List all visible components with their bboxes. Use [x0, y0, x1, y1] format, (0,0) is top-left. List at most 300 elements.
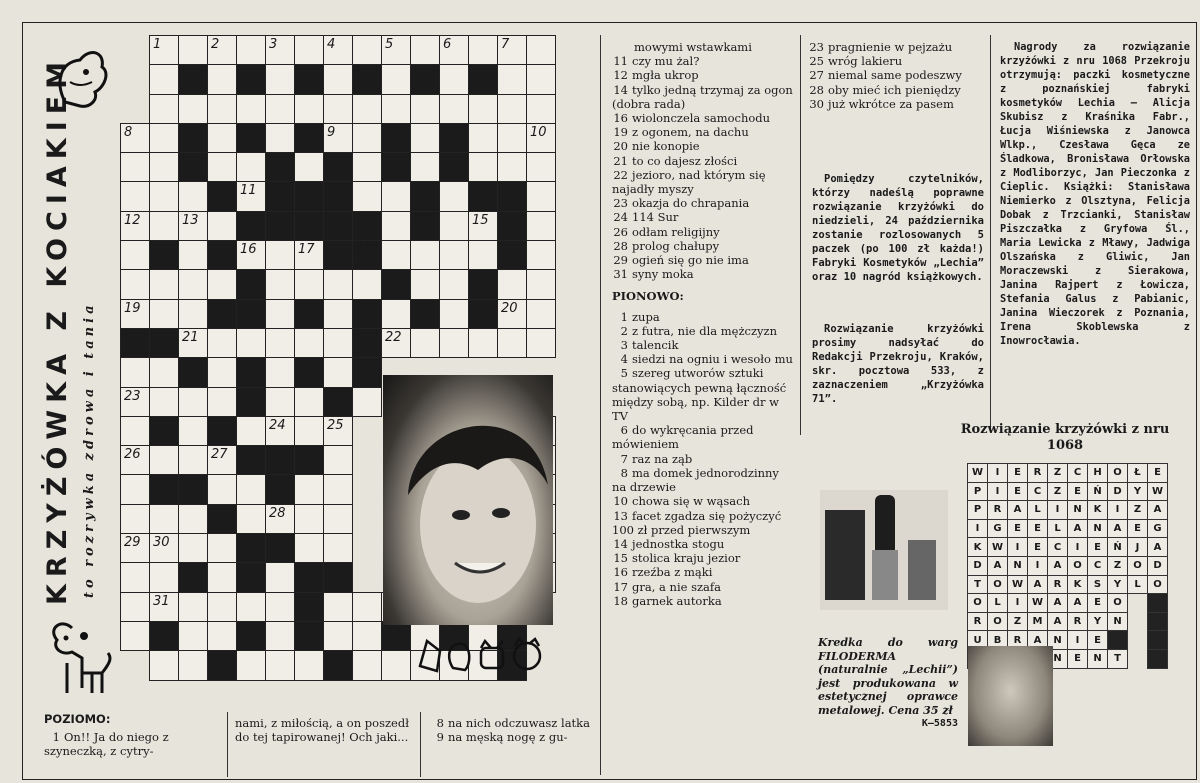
- grid-cell[interactable]: [150, 182, 179, 211]
- grid-cell[interactable]: [237, 153, 266, 182]
- clue-number: 5: [385, 37, 394, 52]
- clue-item: 24 114 Sur: [613, 210, 679, 225]
- solution-cell: Z: [1048, 464, 1068, 483]
- solution-cell: C: [1028, 482, 1048, 501]
- grid-cell[interactable]: [121, 621, 150, 650]
- grid-cell[interactable]: [498, 65, 527, 94]
- grid-cell[interactable]: [469, 153, 498, 182]
- clue-item: 13 facet zgadza się pożyczyć 100 zł przed pierwszym: [612, 508, 782, 537]
- solution-cell: E: [1008, 482, 1028, 501]
- solution-cell: Ń: [1108, 538, 1128, 557]
- grid-cell[interactable]: [498, 153, 527, 182]
- solution-cell: A: [1028, 631, 1048, 650]
- grid-cell[interactable]: [527, 270, 556, 299]
- grid-cell[interactable]: [121, 446, 150, 475]
- grid-cell[interactable]: [411, 123, 440, 152]
- grid-cell[interactable]: [295, 94, 324, 123]
- grid-cell[interactable]: [527, 299, 556, 328]
- clue-item: 5 szereg utworów sztuki stanowiących pewną łączność między sobą, np. Kilder dr w TV: [612, 366, 787, 424]
- solution-cell: I: [988, 464, 1008, 483]
- solution-cell: W: [988, 538, 1008, 557]
- grid-cell[interactable]: [121, 241, 150, 270]
- grid-cell[interactable]: [353, 182, 382, 211]
- grid-cell[interactable]: [179, 416, 208, 445]
- grid-cell[interactable]: [237, 182, 266, 211]
- grid-cell[interactable]: [382, 65, 411, 94]
- grid-cell[interactable]: [208, 211, 237, 240]
- grid-empty: [353, 416, 382, 445]
- solution-cell: O: [1068, 556, 1088, 575]
- grid-cell[interactable]: [150, 123, 179, 152]
- grid-cell[interactable]: [324, 475, 353, 504]
- grid-cell[interactable]: [411, 241, 440, 270]
- solution-cell: A: [1048, 556, 1068, 575]
- poziomo-start: [44, 712, 220, 759]
- solution-cell: E: [1088, 538, 1108, 557]
- grid-cell[interactable]: [440, 182, 469, 211]
- grid-cell[interactable]: [150, 446, 179, 475]
- grid-cell[interactable]: [179, 651, 208, 680]
- grid-cell[interactable]: [179, 36, 208, 65]
- solution-cell: O: [988, 612, 1008, 631]
- grid-cell[interactable]: [469, 328, 498, 357]
- grid-black-cell: [469, 182, 498, 211]
- grid-black-cell: [266, 534, 295, 563]
- solution-cell: E: [1068, 482, 1088, 501]
- grid-cell[interactable]: [150, 94, 179, 123]
- grid-cell[interactable]: [179, 621, 208, 650]
- solution-cell: Y: [1108, 575, 1128, 594]
- grid-cell[interactable]: [266, 94, 295, 123]
- grid-black-cell: [208, 504, 237, 533]
- grid-cell[interactable]: [179, 270, 208, 299]
- grid-cell[interactable]: [237, 328, 266, 357]
- grid-cell[interactable]: [527, 94, 556, 123]
- column-divider: [420, 712, 421, 777]
- grid-cell[interactable]: [411, 36, 440, 65]
- grid-cell[interactable]: [295, 534, 324, 563]
- grid-cell[interactable]: [179, 328, 208, 357]
- solution-cell: R: [1068, 612, 1088, 631]
- solution-cell: E: [1008, 464, 1028, 483]
- grid-cell[interactable]: [295, 504, 324, 533]
- grid-cell[interactable]: [208, 328, 237, 357]
- grid-cell[interactable]: [150, 358, 179, 387]
- solution-cell: N: [1108, 612, 1128, 631]
- grid-cell[interactable]: [527, 123, 556, 152]
- grid-black-cell: [382, 270, 411, 299]
- grid-cell[interactable]: [324, 592, 353, 621]
- clue-item: 9 na męską nogę z gu-: [436, 730, 568, 745]
- grid-cell[interactable]: [121, 211, 150, 240]
- grid-cell[interactable]: [150, 534, 179, 563]
- grid-black-cell: [411, 182, 440, 211]
- grid-black-cell: [237, 534, 266, 563]
- grid-cell[interactable]: [150, 211, 179, 240]
- solution-cell: T: [968, 575, 988, 594]
- grid-cell[interactable]: [440, 328, 469, 357]
- grid-cell[interactable]: [295, 241, 324, 270]
- solution-cell: I: [1108, 501, 1128, 520]
- clue-item: 17 gra, a nie szafa: [613, 579, 722, 594]
- solution-cell: A: [1048, 612, 1068, 631]
- grid-cell[interactable]: [440, 299, 469, 328]
- grid-cell[interactable]: [353, 123, 382, 152]
- solution-cell: M: [1028, 612, 1048, 631]
- grid-cell[interactable]: [179, 534, 208, 563]
- grid-black-cell: [353, 328, 382, 357]
- grid-cell[interactable]: [411, 94, 440, 123]
- grid-empty: [121, 94, 150, 123]
- clue-list-a: [428, 716, 596, 744]
- solution-cell: Ł: [1128, 464, 1148, 483]
- solution-cell: K: [968, 538, 988, 557]
- grid-cell[interactable]: [440, 211, 469, 240]
- solution-cell: Z: [1008, 612, 1028, 631]
- grid-cell[interactable]: [208, 387, 237, 416]
- grid-cell[interactable]: [382, 36, 411, 65]
- grid-cell[interactable]: [353, 94, 382, 123]
- grid-cell[interactable]: [121, 387, 150, 416]
- grid-black-cell: [295, 621, 324, 650]
- solution-cell: A: [1048, 594, 1068, 613]
- grid-cell[interactable]: [150, 387, 179, 416]
- grid-cell[interactable]: [266, 504, 295, 533]
- grid-cell[interactable]: [208, 563, 237, 592]
- clue-number: 30: [153, 535, 170, 551]
- solution-cell: I: [1068, 631, 1088, 650]
- grid-cell[interactable]: [498, 94, 527, 123]
- grid-cell[interactable]: [266, 299, 295, 328]
- clue-number: 27: [211, 447, 228, 463]
- grid-cell[interactable]: [150, 504, 179, 533]
- grid-cell[interactable]: [179, 211, 208, 240]
- grid-black-cell: [150, 241, 179, 270]
- grid-cell[interactable]: [237, 592, 266, 621]
- grid-black-cell: [295, 299, 324, 328]
- grid-cell[interactable]: [266, 65, 295, 94]
- clue-item: 28 prolog chałupy: [613, 238, 720, 253]
- grid-black-cell: [295, 211, 324, 240]
- solution-empty: [1128, 631, 1148, 650]
- grid-cell[interactable]: [382, 241, 411, 270]
- grid-cell[interactable]: [382, 211, 411, 240]
- grid-black-cell: [382, 621, 411, 650]
- grid-cell[interactable]: [469, 123, 498, 152]
- grid-cell[interactable]: [266, 123, 295, 152]
- grid-cell[interactable]: [237, 651, 266, 680]
- grid-cell[interactable]: [266, 358, 295, 387]
- grid-cell[interactable]: [208, 475, 237, 504]
- grid-cell[interactable]: [150, 153, 179, 182]
- solution-cell: R: [988, 501, 1008, 520]
- grid-cell[interactable]: [353, 153, 382, 182]
- grid-cell[interactable]: [440, 94, 469, 123]
- grid-cell[interactable]: [179, 241, 208, 270]
- grid-cell[interactable]: [150, 592, 179, 621]
- grid-cell[interactable]: [353, 270, 382, 299]
- grid-cell[interactable]: [266, 270, 295, 299]
- grid-cell[interactable]: [266, 592, 295, 621]
- solution-cell: K: [1068, 575, 1088, 594]
- grid-cell[interactable]: [324, 299, 353, 328]
- solution-cell: N: [1048, 649, 1068, 668]
- grid-cell[interactable]: [121, 153, 150, 182]
- grid-cell[interactable]: [208, 123, 237, 152]
- grid-black-cell: [266, 153, 295, 182]
- grid-cell[interactable]: [295, 416, 324, 445]
- grid-cell[interactable]: [266, 387, 295, 416]
- solution-cell: D: [1108, 482, 1128, 501]
- solution-cell: E: [1088, 594, 1108, 613]
- grid-cell[interactable]: [324, 534, 353, 563]
- grid-cell[interactable]: [353, 651, 382, 680]
- grid-cell[interactable]: [527, 36, 556, 65]
- grid-cell[interactable]: [150, 563, 179, 592]
- grid-black-cell: [295, 563, 324, 592]
- grid-cell[interactable]: [527, 211, 556, 240]
- solution-cell: C: [1068, 464, 1088, 483]
- solution-empty: [1148, 631, 1168, 650]
- grid-cell[interactable]: [440, 270, 469, 299]
- grid-cell[interactable]: [382, 299, 411, 328]
- crossword-subtitle: to rozrywka zdrowa i tania: [82, 301, 97, 598]
- grid-cell[interactable]: [237, 36, 266, 65]
- grid-cell[interactable]: [382, 182, 411, 211]
- grid-cell[interactable]: [527, 182, 556, 211]
- column-divider: [227, 712, 228, 777]
- grid-cell[interactable]: [498, 123, 527, 152]
- grid-cell[interactable]: [179, 387, 208, 416]
- grid-cell[interactable]: [266, 328, 295, 357]
- grid-cell[interactable]: [527, 65, 556, 94]
- grid-cell[interactable]: [237, 416, 266, 445]
- grid-cell[interactable]: [121, 299, 150, 328]
- grid-cell[interactable]: [150, 270, 179, 299]
- grid-empty: [121, 651, 150, 680]
- grid-cell[interactable]: [150, 65, 179, 94]
- solution-cell: Z: [1128, 501, 1148, 520]
- grid-cell[interactable]: [121, 123, 150, 152]
- grid-black-cell: [179, 65, 208, 94]
- grid-cell[interactable]: [237, 94, 266, 123]
- grid-empty: [353, 475, 382, 504]
- grid-cell[interactable]: [469, 36, 498, 65]
- grid-cell[interactable]: [324, 416, 353, 445]
- grid-cell[interactable]: [498, 299, 527, 328]
- grid-cell[interactable]: [295, 270, 324, 299]
- grid-black-cell: [324, 387, 353, 416]
- grid-cell[interactable]: [150, 299, 179, 328]
- grid-cell[interactable]: [121, 534, 150, 563]
- grid-cell[interactable]: [208, 36, 237, 65]
- grid-cell[interactable]: [527, 241, 556, 270]
- column-divider: [600, 35, 601, 775]
- grid-cell[interactable]: [411, 328, 440, 357]
- clue-number: 9: [327, 124, 336, 140]
- grid-cell[interactable]: [498, 328, 527, 357]
- solution-cell: A: [1068, 594, 1088, 613]
- grid-black-cell: [353, 358, 382, 387]
- grid-cell[interactable]: [353, 36, 382, 65]
- grid-cell[interactable]: [121, 504, 150, 533]
- grid-cell[interactable]: [208, 270, 237, 299]
- solution-cell: W: [1008, 575, 1028, 594]
- grid-cell[interactable]: [295, 475, 324, 504]
- grid-black-cell: [150, 621, 179, 650]
- clue-number: 1: [153, 37, 162, 52]
- grid-cell[interactable]: [121, 182, 150, 211]
- grid-cell[interactable]: [324, 123, 353, 152]
- grid-cell[interactable]: [295, 651, 324, 680]
- grid-cell[interactable]: [121, 416, 150, 445]
- solution-cell: A: [988, 556, 1008, 575]
- grid-cell[interactable]: [382, 651, 411, 680]
- grid-cell[interactable]: [469, 211, 498, 240]
- grid-cell[interactable]: [179, 446, 208, 475]
- grid-cell[interactable]: [324, 621, 353, 650]
- grid-black-cell: [324, 211, 353, 240]
- grid-black-cell: [150, 416, 179, 445]
- grid-black-cell: [179, 563, 208, 592]
- solution-cell: O: [1128, 556, 1148, 575]
- clue-number: 10: [530, 124, 547, 140]
- grid-cell[interactable]: [121, 270, 150, 299]
- grid-cell[interactable]: [150, 651, 179, 680]
- grid-cell[interactable]: [353, 387, 382, 416]
- lipstick-photo: [820, 490, 948, 610]
- solution-cell: O: [968, 594, 988, 613]
- grid-cell[interactable]: [121, 358, 150, 387]
- grid-cell[interactable]: [208, 446, 237, 475]
- clue-item: 12 mgła ukrop: [613, 68, 699, 83]
- solution-cell: W: [968, 464, 988, 483]
- grid-black-cell: [498, 182, 527, 211]
- grid-cell[interactable]: [295, 328, 324, 357]
- grid-cell[interactable]: [237, 241, 266, 270]
- grid-cell[interactable]: [411, 270, 440, 299]
- grid-cell[interactable]: [498, 270, 527, 299]
- grid-cell[interactable]: [324, 36, 353, 65]
- grid-cell[interactable]: [382, 328, 411, 357]
- clue-item: 2 z futra, nie dla mężczyzn: [620, 323, 777, 338]
- clue-list-c: [808, 40, 986, 111]
- grid-black-cell: [469, 65, 498, 94]
- grid-cell[interactable]: [324, 446, 353, 475]
- grid-cell[interactable]: [121, 592, 150, 621]
- grid-cell[interactable]: [237, 504, 266, 533]
- grid-cell[interactable]: [324, 328, 353, 357]
- grid-black-cell: [237, 387, 266, 416]
- grid-cell[interactable]: [208, 534, 237, 563]
- grid-black-cell: [324, 651, 353, 680]
- grid-cell[interactable]: [266, 416, 295, 445]
- grid-cell[interactable]: [382, 94, 411, 123]
- grid-cell[interactable]: [411, 153, 440, 182]
- grid-cell[interactable]: [179, 504, 208, 533]
- grid-cell[interactable]: [266, 36, 295, 65]
- grid-cell[interactable]: [266, 621, 295, 650]
- grid-black-cell: [266, 446, 295, 475]
- grid-cell[interactable]: [179, 299, 208, 328]
- grid-cell[interactable]: [498, 36, 527, 65]
- cat-illustration-icon: [50, 42, 110, 112]
- grid-cell[interactable]: [121, 475, 150, 504]
- grid-cell[interactable]: [527, 328, 556, 357]
- grid-black-cell: [208, 182, 237, 211]
- grid-cell[interactable]: [295, 36, 324, 65]
- grid-cell[interactable]: [121, 563, 150, 592]
- grid-cell[interactable]: [324, 504, 353, 533]
- grid-cell[interactable]: [440, 36, 469, 65]
- solution-cell: N: [1048, 631, 1068, 650]
- grid-cell[interactable]: [266, 241, 295, 270]
- grid-empty: [353, 534, 382, 563]
- grid-black-cell: [266, 211, 295, 240]
- grid-cell[interactable]: [208, 358, 237, 387]
- grid-cell[interactable]: [469, 94, 498, 123]
- grid-cell[interactable]: [324, 358, 353, 387]
- solution-empty: [1128, 649, 1148, 668]
- grid-cell[interactable]: [179, 592, 208, 621]
- solution-cell: I: [1028, 556, 1048, 575]
- grid-cell[interactable]: [208, 592, 237, 621]
- grid-cell[interactable]: [266, 651, 295, 680]
- grid-cell[interactable]: [353, 621, 382, 650]
- clue-item: 10 chowa się w wąsach: [613, 494, 750, 509]
- grid-black-cell: [179, 153, 208, 182]
- clue-item: 23 pragnienie w pejzażu: [809, 40, 953, 54]
- solution-cell: B: [988, 631, 1008, 650]
- clue-item: 30 już wkrótce za pasem: [809, 96, 954, 111]
- grid-black-cell: [353, 241, 382, 270]
- grid-cell[interactable]: [295, 153, 324, 182]
- solution-cell: R: [1048, 575, 1068, 594]
- grid-cell[interactable]: [469, 241, 498, 270]
- grid-cell[interactable]: [324, 65, 353, 94]
- solution-cell: O: [1148, 575, 1168, 594]
- grid-cell[interactable]: [324, 94, 353, 123]
- grid-cell[interactable]: [440, 65, 469, 94]
- grid-cell[interactable]: [295, 387, 324, 416]
- grid-cell[interactable]: [179, 94, 208, 123]
- grid-cell[interactable]: [353, 592, 382, 621]
- grid-black-cell: [382, 123, 411, 152]
- grid-cell[interactable]: [237, 475, 266, 504]
- solution-cell: H: [1088, 464, 1108, 483]
- solution-cell: R: [968, 612, 988, 631]
- clue-item: 3 talencik: [620, 338, 679, 353]
- grid-cell[interactable]: [179, 182, 208, 211]
- solution-cell: P: [968, 501, 988, 520]
- clue-item: 14 tylko jedną trzymaj za ogon (dobra rada): [612, 82, 793, 111]
- grid-black-cell: [266, 475, 295, 504]
- grid-cell[interactable]: [527, 153, 556, 182]
- grid-cell[interactable]: [324, 270, 353, 299]
- solution-cell: E: [1148, 464, 1168, 483]
- cat-faces-icon: [415, 636, 550, 676]
- grid-black-cell: [295, 123, 324, 152]
- grid-black-cell: [440, 153, 469, 182]
- grid-cell[interactable]: [266, 563, 295, 592]
- solution-cell: L: [1128, 575, 1148, 594]
- grid-cell[interactable]: [208, 621, 237, 650]
- grid-cell[interactable]: [208, 153, 237, 182]
- grid-cell[interactable]: [440, 241, 469, 270]
- grid-cell[interactable]: [208, 94, 237, 123]
- grid-cell[interactable]: [150, 36, 179, 65]
- grid-cell[interactable]: [208, 65, 237, 94]
